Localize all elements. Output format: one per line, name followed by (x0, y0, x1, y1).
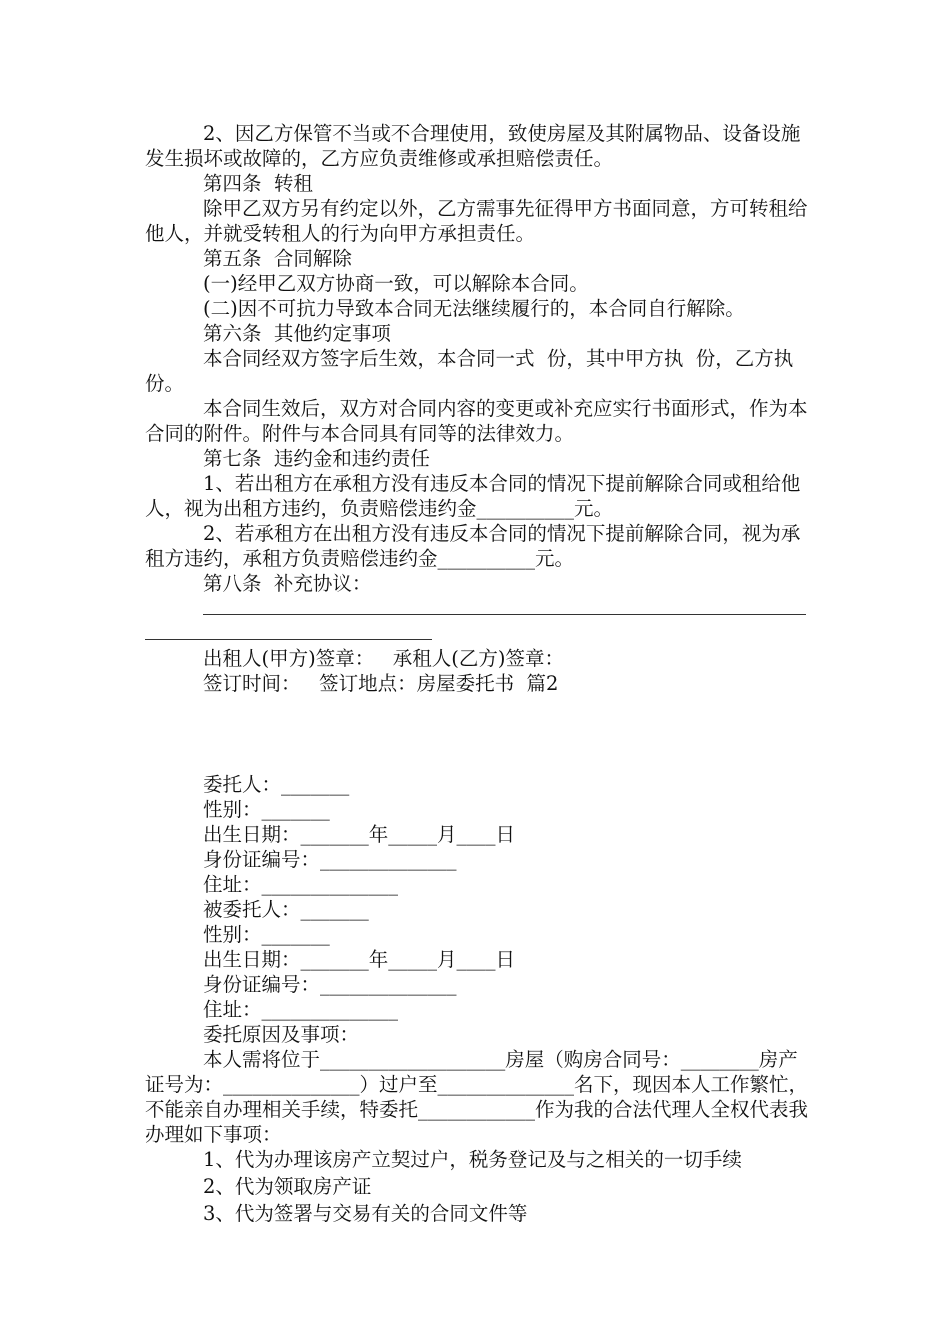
entrust-item-3: 3、代为签署与交易有关的合同文件等 (203, 1202, 528, 1225)
entrust-item-2: 2、代为领取房产证 (203, 1175, 372, 1198)
blank-line (145, 639, 432, 640)
document-page (145, 121, 815, 1226)
article-5-heading: 第五条 合同解除 (203, 247, 352, 270)
agent-birthdate: 出生日期：_______年_____月____日 (203, 948, 516, 971)
principal-birthdate: 出生日期：_______年_____月____日 (203, 823, 516, 846)
article-7-item-2: 2、若承租方在出租方没有违反本合同的情况下提前解除合同，视为承租方违约，承租方负责赔偿违约金__________元。 (145, 522, 801, 570)
signing-info-line: 签订时间： 签订地点：房屋委托书 篇2 (203, 672, 559, 695)
entrust-item-1: 1、代为办理该房产立契过户，税务登记及与之相关的一切手续 (203, 1148, 742, 1171)
supplement-blank-lines (145, 596, 815, 646)
clause-3-item-2: 2、因乙方保管不当或不合理使用，致使房屋及其附属物品、设备设施发生损坏或故障的，乙方应负责维修或承担赔偿责任。 (145, 122, 801, 170)
article-5-item-2: (二)因不可抗力导致本合同无法继续履行的，本合同自行解除。 (203, 297, 745, 320)
agent-name: 被委托人：_______ (203, 898, 369, 921)
article-7-item-1: 1、若出租方在承租方没有违反本合同的情况下提前解除合同或租给他人，视为出租方违约，负责赔偿违约金__________元。 (145, 472, 801, 520)
article-4-text: 除甲乙双方另有约定以外，乙方需事先征得甲方书面同意，方可转租给他人，并就受转租人的行为向甲方承担责任。 (145, 197, 808, 245)
agent-id-number: 身份证编号：______________ (203, 973, 457, 996)
article-5-item-1: (一)经甲乙双方协商一致，可以解除本合同。 (203, 272, 589, 295)
signature-line: 出租人(甲方)签章： 承租人(乙方)签章： (203, 647, 565, 670)
article-8-heading: 第八条 补充协议： (203, 572, 372, 595)
principal-gender: 性别：_______ (203, 798, 330, 821)
entrust-reason-text: 本人需将位于___________________房屋（购房合同号：________房产证号为：______________）过户至______________名下，现因本人工作繁忙，不能亲自办理相关手续，特委托____________作为我的合法代理人全权代表我办理如下事项： (145, 1048, 809, 1146)
article-4-heading: 第四条 转租 (203, 172, 313, 195)
article-6-text-1: 本合同经双方签字后生效，本合同一式 份，其中甲方执 份，乙方执 份。 (145, 347, 806, 395)
principal-name: 委托人：_______ (203, 773, 350, 796)
entrust-reason-heading: 委托原因及事项： (203, 1023, 360, 1046)
blank-line (203, 614, 806, 615)
principal-address: 住址：______________ (203, 873, 399, 896)
agent-address: 住址：______________ (203, 998, 399, 1021)
article-7-heading: 第七条 违约金和违约责任 (203, 447, 430, 470)
principal-id-number: 身份证编号：______________ (203, 848, 457, 871)
article-6-text-2: 本合同生效后，双方对合同内容的变更或补充应实行书面形式，作为本合同的附件。附件与本合同具有同等的法律效力。 (145, 397, 808, 445)
agent-gender: 性别：_______ (203, 923, 330, 946)
article-6-heading: 第六条 其他约定事项 (203, 322, 391, 345)
